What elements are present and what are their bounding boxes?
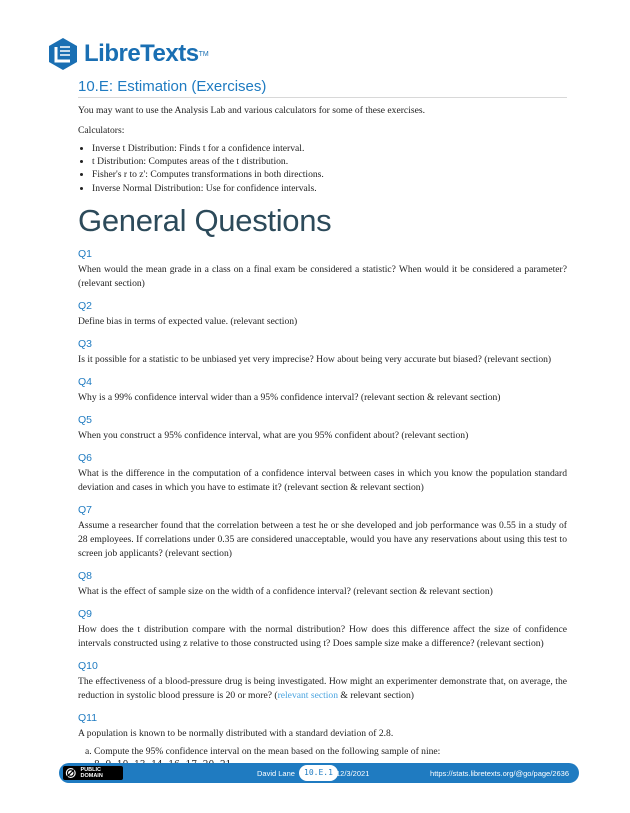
question-label: Q4 [78,375,93,388]
footer-bar [59,763,579,783]
calculator-item: • t Distribution: Computes areas of the t distribution. [92,155,567,168]
libretexts-logo-icon [46,37,80,71]
question-label: Q6 [78,451,93,464]
calculators-label: Calculators: [78,125,125,136]
calculators-list [78,142,567,195]
question-text: What is the difference in the computation of a confidence interval between cases in which you know the population standard deviation and cases in which you have to estimate it? (relevant section & relevant section) [78,467,567,493]
question-text: Is it possible for a statistic to be unbiased yet very imprecise? How about being very accurate but biased? (relevant section) [78,353,552,365]
question-text: A population is known to be normally distributed with a standard deviation of 2.8. [78,727,394,739]
license-label: PUBLIC DOMAIN [80,767,103,779]
question-text: How does the t distribution compare with the normal distribution? How does this difference affect the size of confidence intervals constructed using z relative to those constructed using t? Does sample size make a difference? (relevant section) [78,623,567,649]
intro-text: You may want to use the Analysis Lab and various calculators for some of these exercises. [78,105,425,116]
question-text: Why is a 99% confidence interval wider than a 95% confidence interval? (relevant section & relevant section) [78,391,501,403]
main-content [78,78,567,772]
question-text: Define bias in terms of expected value. (relevant section) [78,315,298,327]
question-text-part: & relevant section) [338,689,414,701]
question-label: Q2 [78,299,93,312]
sub-question-text: Compute the 95% confidence interval on the mean based on the following sample of nine: [94,745,441,757]
calculator-item: • Inverse Normal Distribution: Use for confidence intervals. [92,182,567,195]
question-label: Q8 [78,569,93,582]
question-text: What is the effect of sample size on the width of a confidence interval? (relevant section & relevant section) [78,585,493,597]
question-text: When you construct a 95% confidence interval, what are you 95% confident about? (relevant section) [78,429,469,441]
logo-wordmark: LibreTexts [84,40,199,67]
question-text [78,675,567,703]
question-label: Q11 [78,711,98,724]
calculator-item: • Fisher's r to z': Computes transformations in both directions. [92,168,567,181]
page-title: 10.E: Estimation (Exercises) [78,78,567,98]
footer-page-number: 10.E.1 [299,765,338,781]
footer-date: 12/3/2021 [336,769,370,778]
footer-author: David Lane [257,769,295,778]
relevant-section-link[interactable]: relevant section [277,689,339,701]
question-label: Q1 [78,247,93,260]
question-label: Q3 [78,337,93,350]
question-text-part: The effectiveness of a blood-pressure drug is being investigated. How might an experimenter demonstrate that, on average, the reduction in systolic blood pressure is 20 or more? ( [78,675,567,701]
question-text: Assume a researcher found that the correlation between a test he or she developed and job performance was 0.55 in a study of 28 employees. If correlations under 0.35 are considered unacceptable, would you have any reservations about using this test to screen job applicants? (relevant section) [78,519,567,559]
question-label: Q10 [78,659,98,672]
calculator-item: • Inverse t Distribution: Finds t for a confidence interval. [92,142,567,155]
public-domain-icon [65,767,77,779]
question-label: Q7 [78,503,93,516]
section-title: General Questions [78,202,332,238]
logo-trademark: TM [198,50,209,58]
question-label: Q9 [78,607,93,620]
public-domain-badge[interactable] [63,766,123,780]
question-label: Q5 [78,413,93,426]
libretexts-logo[interactable] [46,37,209,71]
footer-url[interactable]: https://stats.libretexts.org/@go/page/2636 [430,769,569,778]
question-text: When would the mean grade in a class on a final exam be considered a statistic? When would it be considered a parameter? (relevant section) [78,263,567,289]
